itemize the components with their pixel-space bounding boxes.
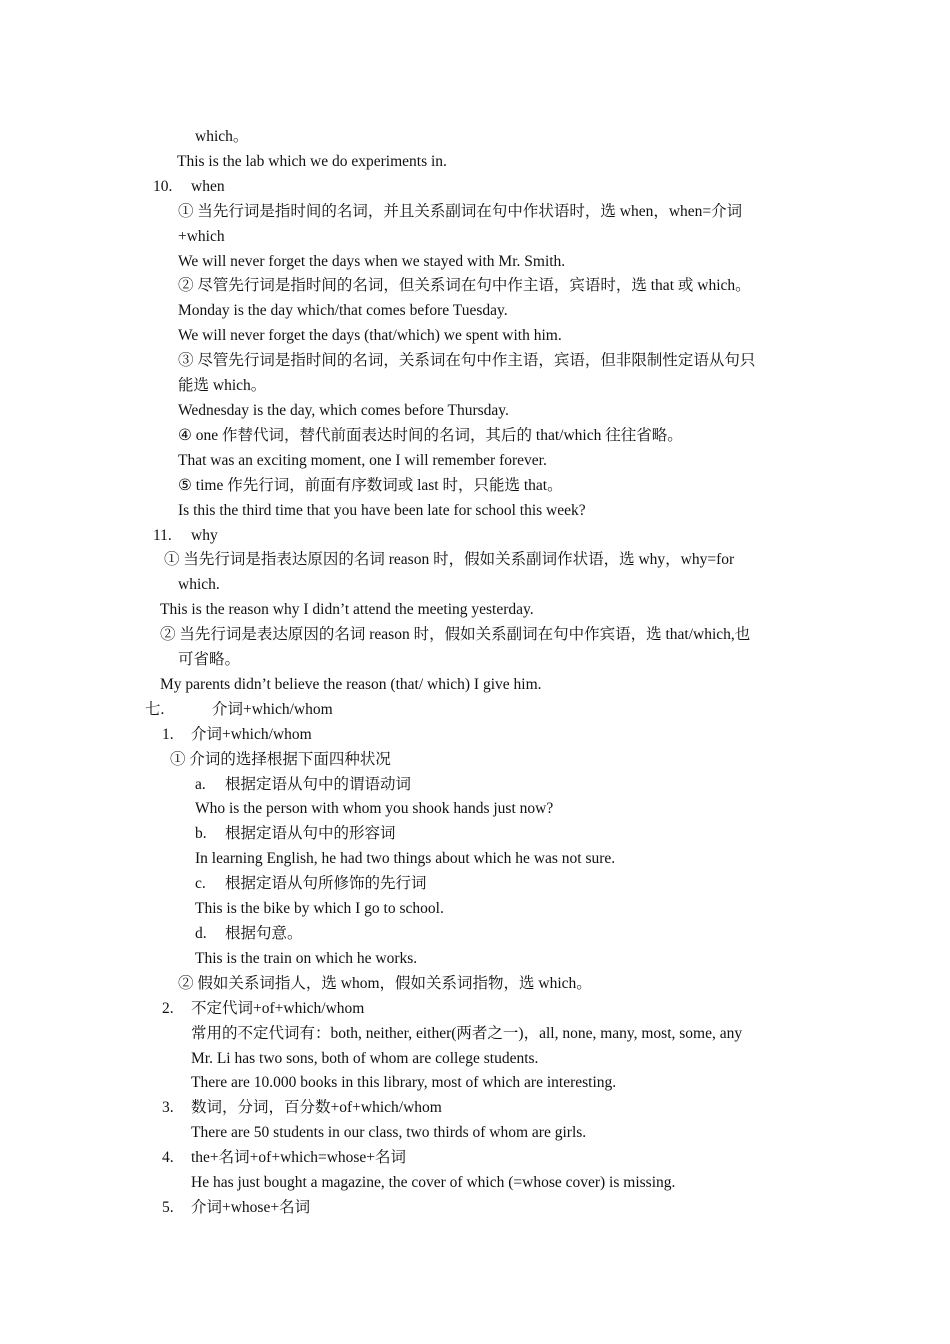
example-sentence: There are 10.000 books in this library, most of which are interesting. <box>191 1074 617 1091</box>
rule-text: 常用的不定代词有：both, neither, either(两者之一)，all, none, many, most, some, any <box>191 1025 743 1042</box>
rule-text: ① 介词的选择根据下面四种状况 <box>170 751 391 768</box>
example-sentence: There are 50 students in our class, two thirds of whom are girls. <box>191 1124 587 1141</box>
sub-item <box>195 824 396 844</box>
list-item-heading <box>162 1148 406 1168</box>
sub-item-letter: c. <box>195 875 206 892</box>
list-number: 3. <box>162 1099 174 1116</box>
example-sentence: We will never forget the days (that/which) we spent with him. <box>178 327 562 344</box>
sub-item-text: 根据定语从句中的形容词 <box>225 825 396 842</box>
example-sentence: Wednesday is the day, which comes before Thursday. <box>178 402 509 419</box>
list-item-heading <box>162 725 312 745</box>
list-number: 2. <box>162 1000 174 1017</box>
list-heading-text: why <box>191 527 218 544</box>
list-number: 11. <box>153 527 172 544</box>
rule-text: ① 当先行词是指表达原因的名词 reason 时，假如关系副词作状语，选 why，why=for <box>164 551 735 568</box>
rule-text: +which <box>178 228 225 245</box>
example-sentence: This is the reason why I didn’t attend the meeting yesterday. <box>160 601 534 618</box>
example-sentence: That was an exciting moment, one I will remember forever. <box>178 452 547 469</box>
rule-text: ② 尽管先行词是指时间的名词，但关系词在句中作主语，宾语时，选 that 或 which。 <box>178 277 751 294</box>
sub-item-letter: b. <box>195 825 207 842</box>
rule-text: ⑤ time 作先行词，前面有序数词或 last 时，只能选 that。 <box>178 477 563 494</box>
list-number: 1. <box>162 726 174 743</box>
list-heading-text: the+名词+of+which=whose+名词 <box>191 1149 407 1166</box>
example-sentence: This is the bike by which I go to school. <box>195 900 444 917</box>
list-heading-text: 数词，分词，百分数+of+which/whom <box>191 1099 442 1116</box>
text-line: which。 <box>195 128 249 145</box>
rule-text: 能选 which。 <box>178 377 267 394</box>
list-item-heading <box>153 177 225 197</box>
list-heading-text: 介词+whose+名词 <box>191 1199 311 1216</box>
rule-text: ③ 尽管先行词是指时间的名词，关系词在句中作主语，宾语，但非限制性定语从句只 <box>178 352 756 369</box>
sub-item-text: 根据句意。 <box>225 925 303 942</box>
sub-item <box>195 775 411 795</box>
rule-text: which. <box>178 576 220 593</box>
rule-text: 可省略。 <box>178 651 241 668</box>
list-item-heading <box>153 526 218 546</box>
list-item-heading <box>162 999 364 1019</box>
sub-item-letter: d. <box>195 925 207 942</box>
rule-text: ② 当先行词是表达原因的名词 reason 时，假如关系副词在句中作宾语，选 that/which,也 <box>160 626 751 643</box>
example-sentence: This is the lab which we do experiments in. <box>177 153 447 170</box>
sub-item <box>195 874 427 894</box>
section-number: 七. <box>145 701 165 718</box>
example-sentence: This is the train on which he works. <box>195 950 418 967</box>
example-sentence: In learning English, he had two things about which he was not sure. <box>195 850 616 867</box>
example-sentence: Mr. Li has two sons, both of whom are college students. <box>191 1050 539 1067</box>
example-sentence: Is this the third time that you have been late for school this week? <box>178 502 586 519</box>
list-number: 4. <box>162 1149 174 1166</box>
example-sentence: We will never forget the days when we stayed with Mr. Smith. <box>178 253 566 270</box>
list-heading-text: 不定代词+of+which/whom <box>191 1000 365 1017</box>
sub-item-text: 根据定语从句中的谓语动词 <box>225 776 412 793</box>
rule-text: ② 假如关系词指人，选 whom，假如关系词指物，选 which。 <box>178 975 592 992</box>
example-sentence: He has just bought a magazine, the cover of which (=whose cover) is missing. <box>191 1174 676 1191</box>
section-heading <box>145 700 333 720</box>
list-item-heading <box>162 1098 442 1118</box>
rule-text: ④ one 作替代词，替代前面表达时间的名词，其后的 that/which 往往省略。 <box>178 427 683 444</box>
sub-item-text: 根据定语从句所修饰的先行词 <box>225 875 427 892</box>
sub-item-letter: a. <box>195 776 206 793</box>
list-item-heading <box>162 1198 310 1218</box>
example-sentence: My parents didn’t believe the reason (that/ which) I give him. <box>160 676 542 693</box>
list-number: 5. <box>162 1199 174 1216</box>
section-title: 介词+which/whom <box>212 701 333 718</box>
rule-text: ① 当先行词是指时间的名词，并且关系副词在句中作状语时，选 when，when=介词 <box>178 203 743 220</box>
list-number: 10. <box>153 178 173 195</box>
example-sentence: Who is the person with whom you shook hands just now? <box>195 800 554 817</box>
list-heading-text: when <box>191 178 225 195</box>
example-sentence: Monday is the day which/that comes before Tuesday. <box>178 302 508 319</box>
sub-item <box>195 924 303 944</box>
list-heading-text: 介词+which/whom <box>191 726 312 743</box>
